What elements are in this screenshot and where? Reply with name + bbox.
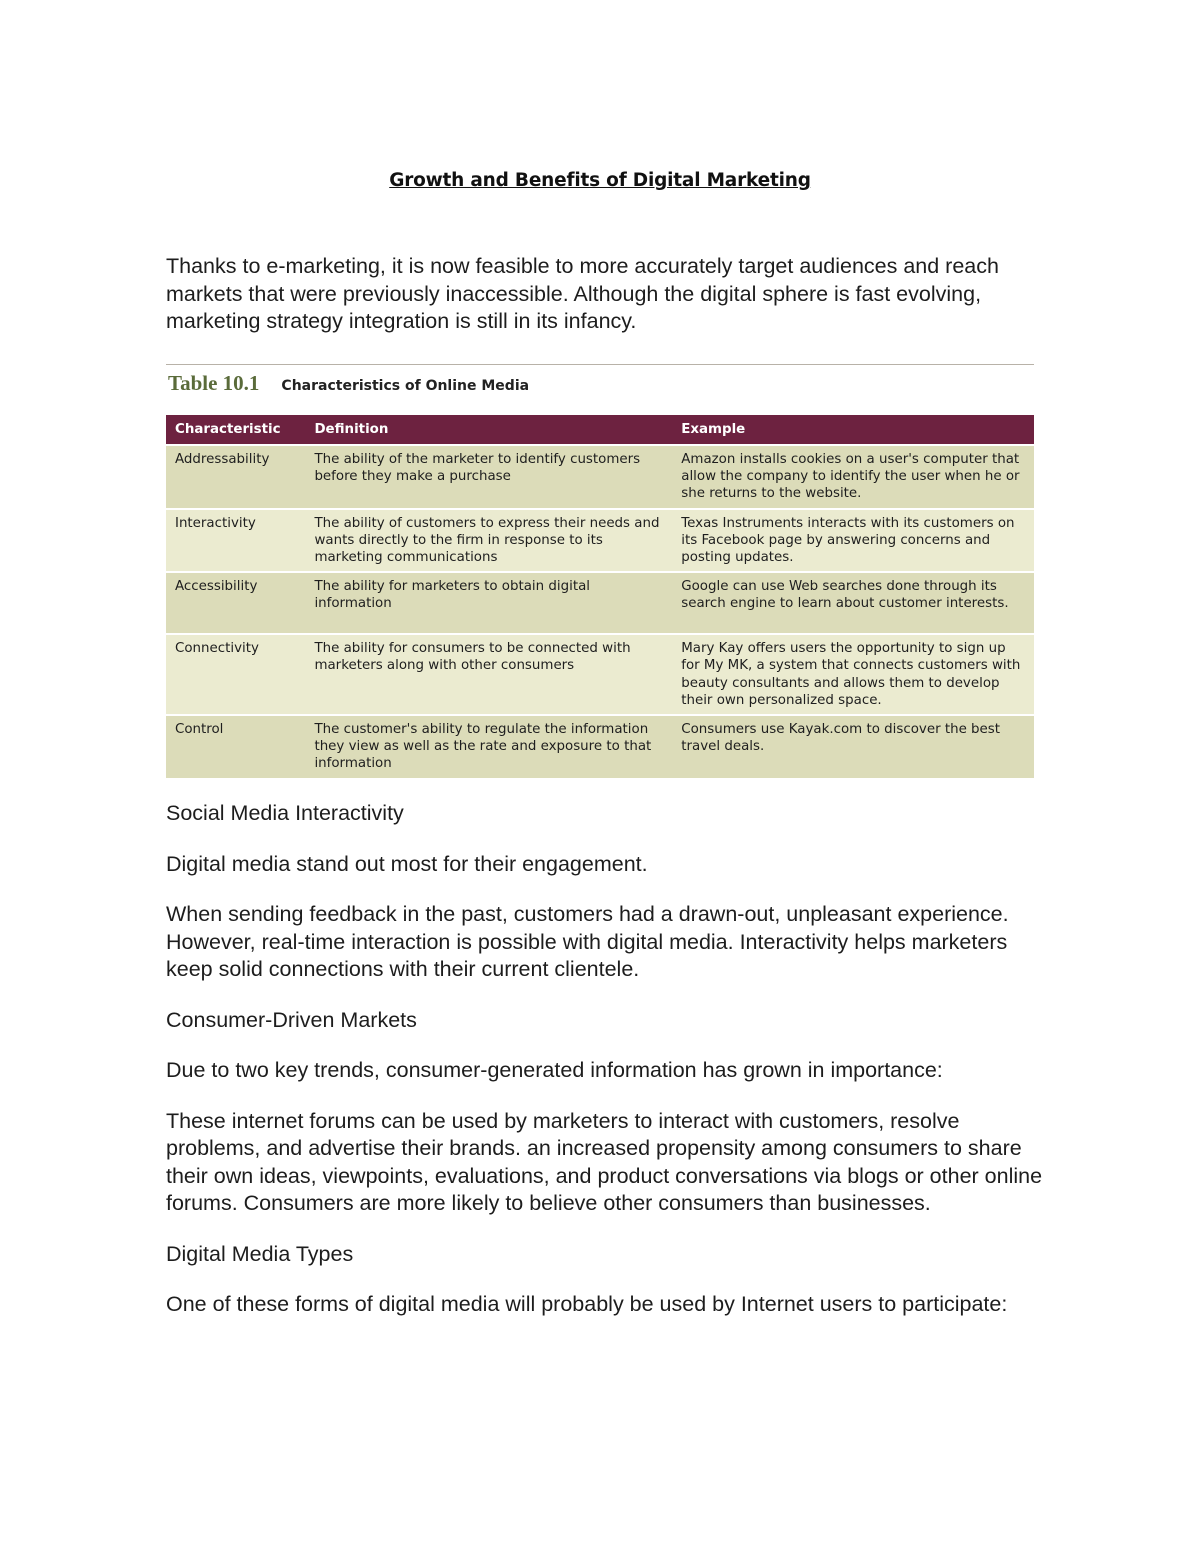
cell-example: Google can use Web searches done through its search engine to learn about customer interests. (672, 572, 1034, 634)
table-header-row (166, 415, 1034, 445)
body-paragraph: One of these forms of digital media will probably be used by Internet users to participate: (166, 1292, 1008, 1316)
cell-definition: The ability of customers to express their needs and wants directly to the firm in response to its marketing communications (305, 509, 672, 573)
header-example: Example (681, 421, 746, 437)
cell-example: Amazon installs cookies on a user's computer that allow the company to identify the user when he or she returns to the website. (672, 445, 1034, 509)
cell-characteristic: Connectivity (166, 634, 305, 715)
header-definition: Definition (314, 421, 389, 437)
cell-definition: The ability for marketers to obtain digital information (305, 572, 672, 634)
body-paragraph: These internet forums can be used by marketers to interact with customers, resolve problems, and advertise their brands. an increased propensity among consumers to share their own ideas, viewpoints, evaluations, and product conversations via blogs or other online forums. Consumers are more likely to believe other consumers than businesses. (166, 1108, 1043, 1215)
section-heading-social-media: Social Media Interactivity (166, 801, 404, 825)
table-title: Characteristics of Online Media (281, 378, 530, 394)
table-top-rule (166, 364, 1034, 365)
table-row (166, 509, 1034, 573)
body-paragraph: Digital media stand out most for their engagement. (166, 851, 648, 876)
header-characteristic: Characteristic (175, 421, 281, 437)
table-number: Table 10.1 (168, 371, 260, 395)
section-heading-digital-media-types: Digital Media Types (166, 1241, 354, 1266)
body-text (166, 800, 1046, 1342)
intro-block (166, 253, 1046, 336)
cell-characteristic: Accessibility (166, 572, 305, 634)
cell-characteristic: Control (166, 715, 305, 778)
table-figure (166, 364, 1034, 778)
table-row (166, 445, 1034, 509)
body-paragraph: Due to two key trends, consumer-generated information has grown in importance: (166, 1058, 943, 1082)
table-row (166, 572, 1034, 634)
body-paragraph: When sending feedback in the past, customers had a drawn-out, unpleasant experience. However, real-time interaction is possible with digital media. Interactivity helps marketers keep solid connections with their current clientele. (166, 902, 1009, 981)
table-row (166, 634, 1034, 715)
table-row (166, 715, 1034, 778)
cell-definition: The customer's ability to regulate the information they view as well as the rate and exposure to that information (305, 715, 672, 778)
intro-paragraph: Thanks to e-marketing, it is now feasible to more accurately target audiences and reach markets that were previously inaccessible. Although the digital sphere is fast evolving, marketing strategy integration is still in its infancy. (166, 254, 999, 333)
cell-example: Mary Kay offers users the opportunity to sign up for My MK, a system that connects customers with beauty consultants and allows them to develop their own personalized space. (672, 634, 1034, 715)
cell-example: Consumers use Kayak.com to discover the best travel deals. (672, 715, 1034, 778)
cell-definition: The ability for consumers to be connected with marketers along with other consumers (305, 634, 672, 715)
page-title: Growth and Benefits of Digital Marketing (389, 170, 811, 191)
cell-definition: The ability of the marketer to identify customers before they make a purchase (305, 445, 672, 509)
cell-example: Texas Instruments interacts with its customers on its Facebook page by answering concerns and posting updates. (672, 509, 1034, 573)
cell-characteristic: Addressability (166, 445, 305, 509)
table-caption (166, 371, 1034, 401)
section-heading-consumer-driven: Consumer-Driven Markets (166, 1007, 417, 1032)
cell-characteristic: Interactivity (166, 509, 305, 573)
characteristics-table (166, 415, 1034, 778)
